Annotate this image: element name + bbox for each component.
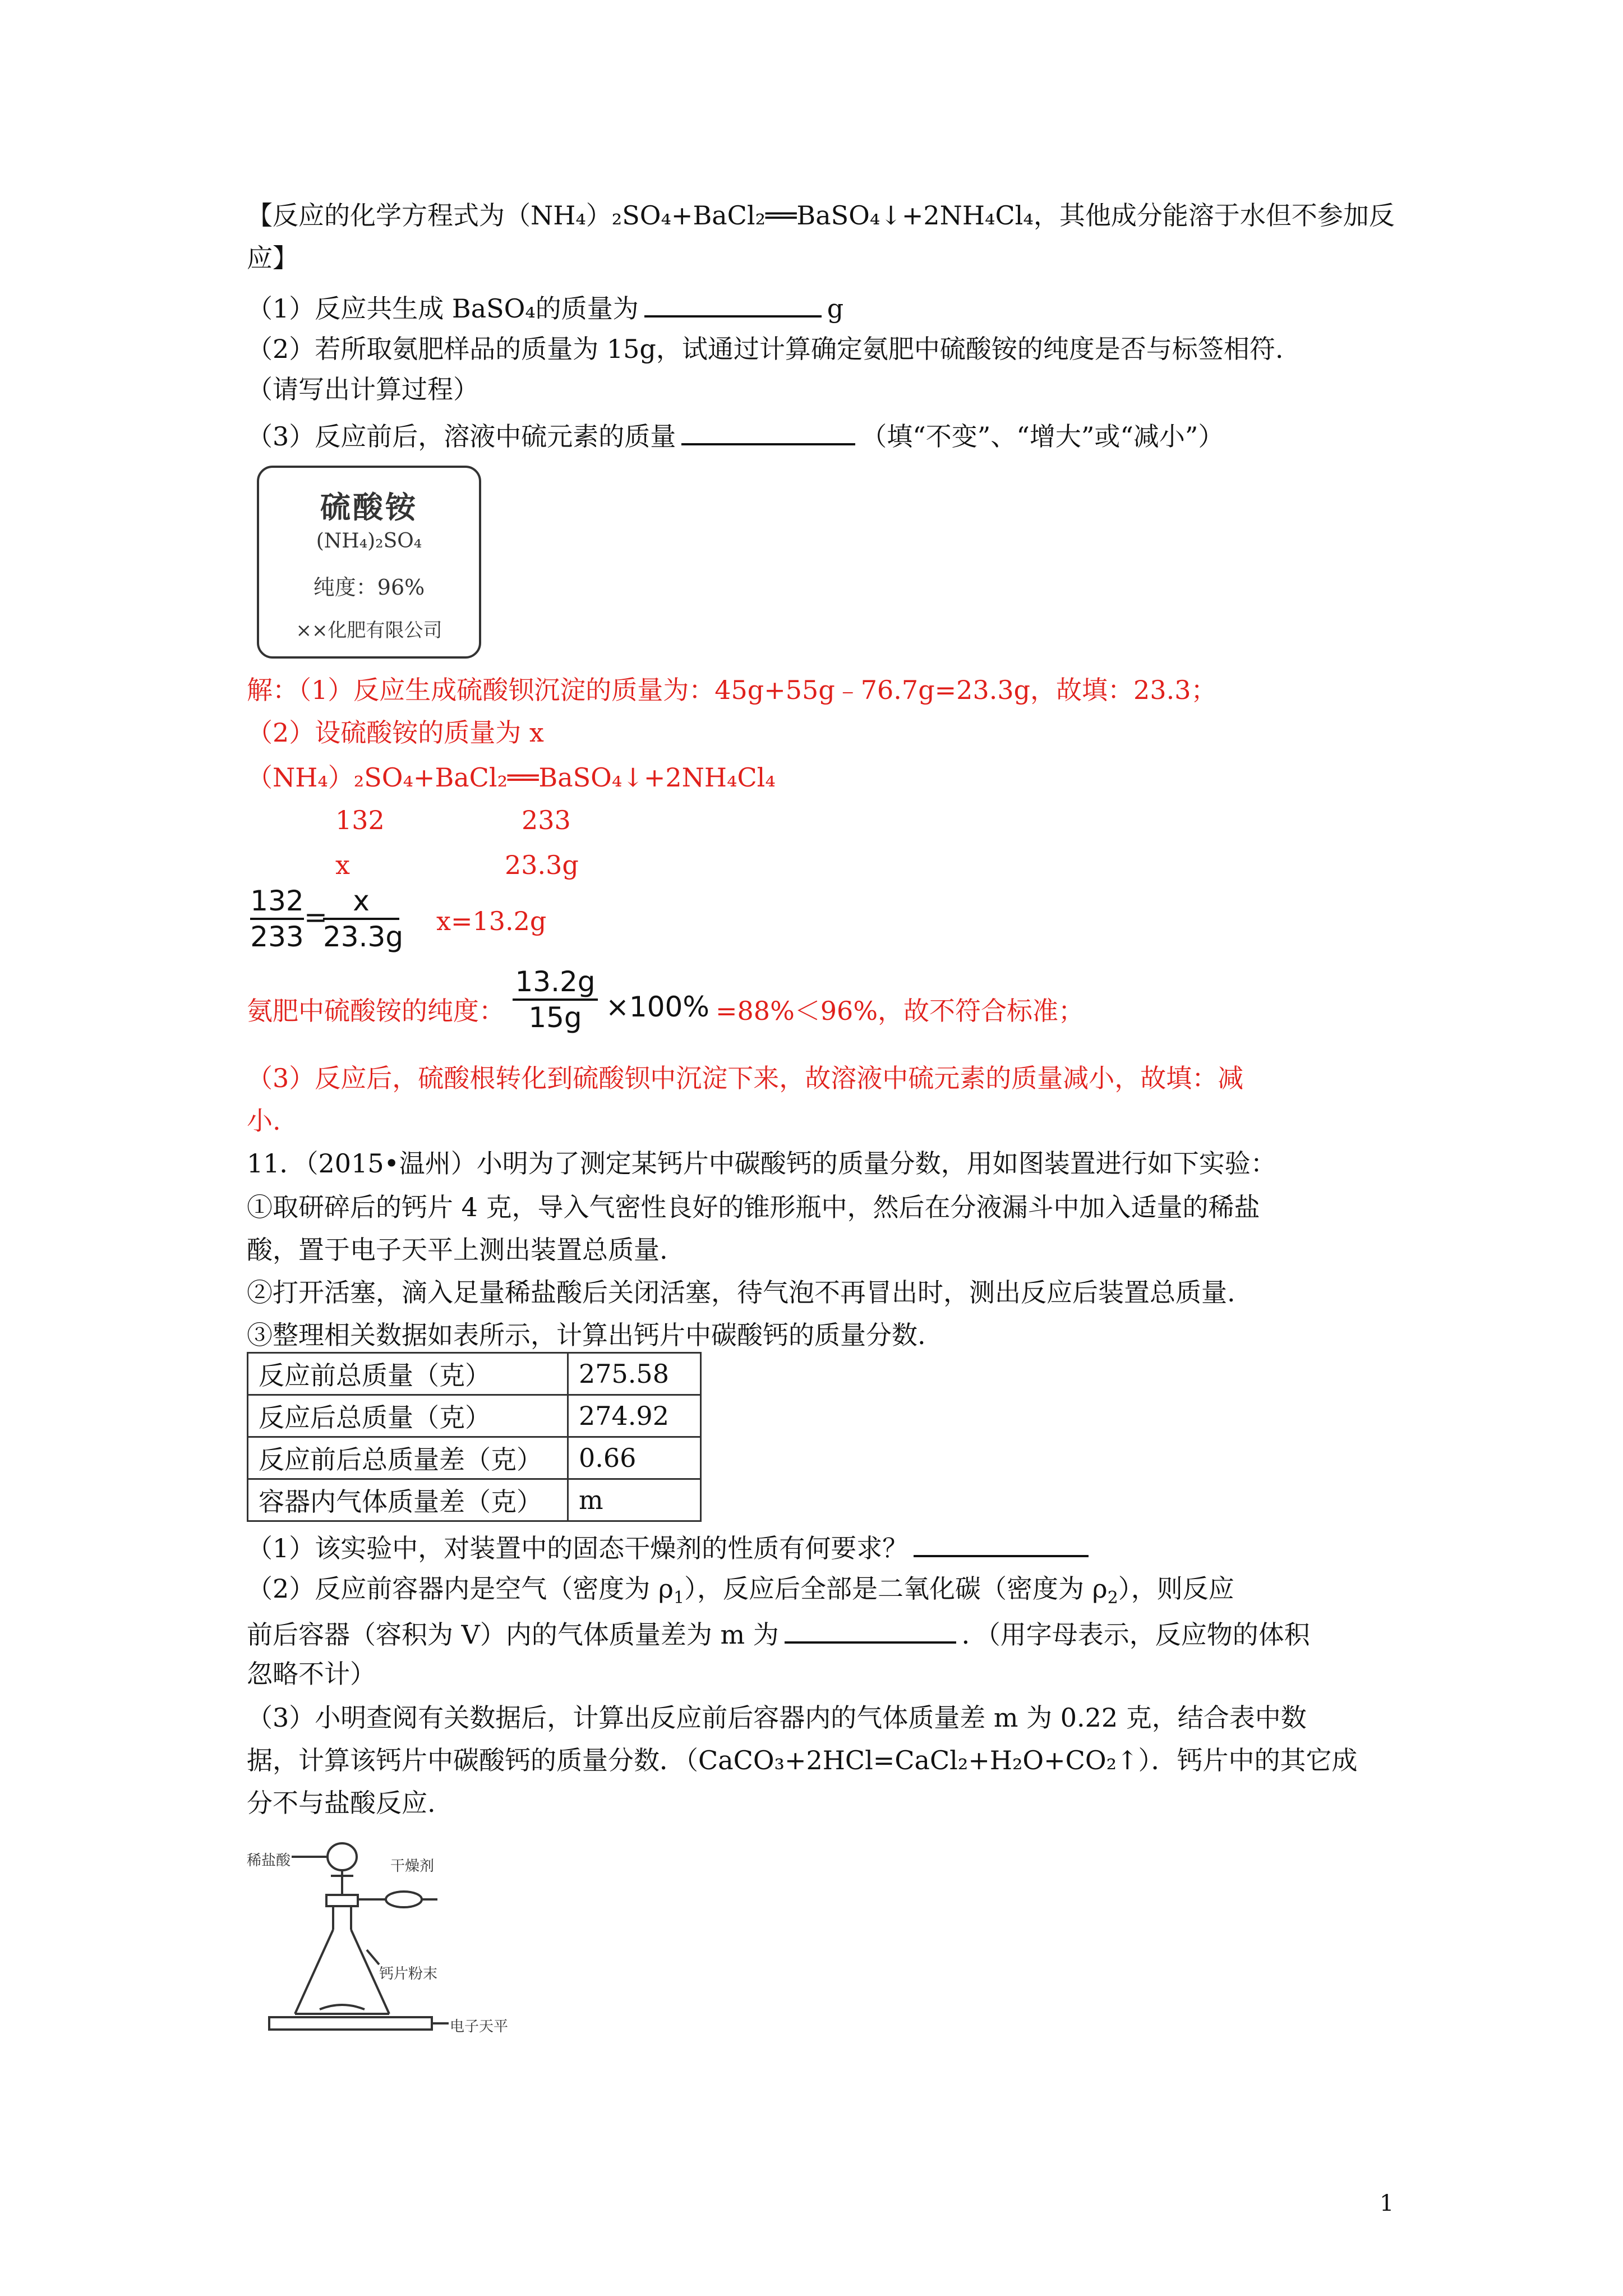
solution-part3-line2: 小. (247, 1106, 281, 1136)
q11-part1-text: （1）该实验中，对装置中的固态干燥剂的性质有何要求？ (247, 1533, 909, 1563)
q11-part2-text: ．（用字母表示，反应物的体积 (961, 1619, 1310, 1650)
table-cell: 274.92 (568, 1395, 701, 1437)
purity-fraction (513, 965, 598, 1034)
table-cell: m (568, 1479, 701, 1521)
q11-part2-text: （2）反应前容器内是空气（密度为 ρ (247, 1573, 674, 1604)
proportion-fraction-right (323, 884, 404, 954)
q11-part1 (247, 1527, 1094, 1566)
label-calcium-powder: 钙片粉末 (379, 1966, 438, 1982)
solution-var-x: x (335, 850, 350, 880)
q10-part1 (247, 287, 843, 326)
reaction-note-line1: 【反应的化学方程式为（NH₄）₂SO₄+BaCl₂══BaSO₄↓+2NH₄Cl₄，其他成分能溶于水但不参加反 (247, 200, 1395, 231)
solution-part1: 解：（1）反应生成硫酸钡沉淀的质量为：45g+55g﹣76.7g=23.3g，故填：23.3； (247, 675, 1217, 705)
q11-part3-line2: 据，计算该钙片中碳酸钙的质量分数．（CaCO₃+2HCl=CaCl₂+H₂O+CO₂↑）．钙片中的其它成 (247, 1745, 1358, 1775)
proportion-equals: = (304, 901, 328, 933)
solution-purity-result: =88%＜96%，故不符合标准； (716, 996, 1085, 1026)
table-cell: 反应后总质量（克） (248, 1395, 568, 1437)
q10-part1-unit: g (827, 293, 844, 324)
rho-subscript: 1 (673, 1588, 685, 1608)
q11-intro: 11．（2015•温州）小明为了测定某钙片中碳酸钙的质量分数，用如图装置进行如下实验： (247, 1148, 1276, 1179)
q11-part2-line2 (247, 1613, 1310, 1653)
answer-blank (681, 415, 855, 445)
q10-part2-line2: （请写出计算过程） (247, 374, 479, 404)
q11-step1-line1: ①取研碎后的钙片 4 克，导入气密性良好的锥形瓶中，然后在分液漏斗中加入适量的稀盐 (247, 1192, 1260, 1222)
table-cell: 反应前总质量（克） (248, 1353, 568, 1395)
label-desiccant: 干燥剂 (390, 1858, 435, 1875)
label-name: 硫酸铵 (320, 489, 418, 525)
page-number: 1 (1380, 2191, 1394, 2216)
table-row (248, 1353, 701, 1395)
solution-purity-label: 氨肥中硫酸铵的纯度： (247, 996, 505, 1026)
q11-part2-text: 前后容器（容积为 V）内的气体质量差为 m 为 (247, 1619, 779, 1650)
q10-part3 (247, 415, 1224, 454)
table-cell: 容器内气体质量差（克） (248, 1479, 568, 1521)
table-cell: 0.66 (568, 1437, 701, 1479)
mass-data-table (247, 1352, 702, 1522)
fertilizer-label (257, 466, 481, 659)
rho-subscript: 2 (1107, 1588, 1118, 1608)
q11-part2-line3: 忽略不计） (247, 1659, 376, 1689)
solution-equation: （NH₄）₂SO₄+BaCl₂══BaSO₄↓+2NH₄Cl₄ (247, 762, 776, 793)
table-cell: 反应前后总质量差（克） (248, 1437, 568, 1479)
q11-step1-line2: 酸，置于电子天平上测出装置总质量. (247, 1235, 668, 1265)
solution-var-mass: 23.3g (505, 850, 579, 880)
q11-step2: ②打开活塞，滴入足量稀盐酸后关闭活塞，待气泡不再冒出时，测出反应后装置总质量. (247, 1277, 1235, 1308)
fraction-numerator: x (353, 885, 370, 917)
q11-part2-text: ），反应后全部是二氧化碳（密度为 ρ (684, 1573, 1108, 1604)
answer-blank (914, 1527, 1089, 1557)
solution-mass-132: 132 (335, 805, 385, 835)
reaction-note-line2: 应】 (247, 243, 298, 273)
q11-part3-line3: 分不与盐酸反应. (247, 1788, 436, 1818)
table-row (248, 1437, 701, 1479)
purity-times-percent: ×100% (606, 991, 709, 1023)
table-row (248, 1479, 701, 1521)
solution-part3-line1: （3）反应后，硫酸根转化到硫酸钡中沉淀下来，故溶液中硫元素的质量减小，故填：减 (247, 1063, 1244, 1093)
label-formula: (NH₄)₂SO₄ (316, 530, 422, 553)
solution-x-result: x=13.2g (436, 906, 547, 936)
q10-part1-text: （1）反应共生成 BaSO₄的质量为 (247, 293, 639, 324)
q11-step3: ③整理相关数据如表所示，计算出钙片中碳酸钙的质量分数. (247, 1320, 926, 1350)
q10-part3-text: （3）反应前后，溶液中硫元素的质量 (247, 421, 676, 452)
q11-part2-text: ），则反应 (1118, 1573, 1234, 1604)
fraction-denominator: 233 (250, 921, 304, 953)
proportion-fraction-left (250, 884, 304, 954)
fraction-denominator: 15g (528, 1001, 582, 1034)
label-dilute-hcl: 稀盐酸 (247, 1852, 291, 1869)
table-cell: 275.58 (568, 1353, 701, 1395)
table-row (248, 1395, 701, 1437)
solution-mass-233: 233 (522, 805, 571, 835)
answer-blank (785, 1613, 956, 1644)
label-company: ××化肥有限公司 (296, 619, 442, 642)
fraction-numerator: 132 (250, 885, 304, 917)
fraction-denominator: 23.3g (323, 921, 404, 953)
solution-part2-setup: （2）设硫酸铵的质量为 x (247, 717, 544, 748)
q10-part2-line1: （2）若所取氨肥样品的质量为 15g，试通过计算确定氨肥中硫酸铵的纯度是否与标签相符. (247, 334, 1284, 364)
label-electronic-balance: 电子天平 (450, 2018, 509, 2035)
label-purity: 纯度：96% (313, 575, 425, 600)
q10-part3-hint: （填“不变”、“增大”或“减小”） (861, 421, 1224, 452)
fraction-numerator: 13.2g (515, 965, 596, 998)
q11-part2-line1 (247, 1571, 1234, 1616)
answer-blank (644, 287, 822, 318)
apparatus-diagram (247, 1834, 516, 2042)
q11-part3-line1: （3）小明查阅有关数据后，计算出反应前后容器内的气体质量差 m 为 0.22 克，结合表中数 (247, 1703, 1307, 1733)
